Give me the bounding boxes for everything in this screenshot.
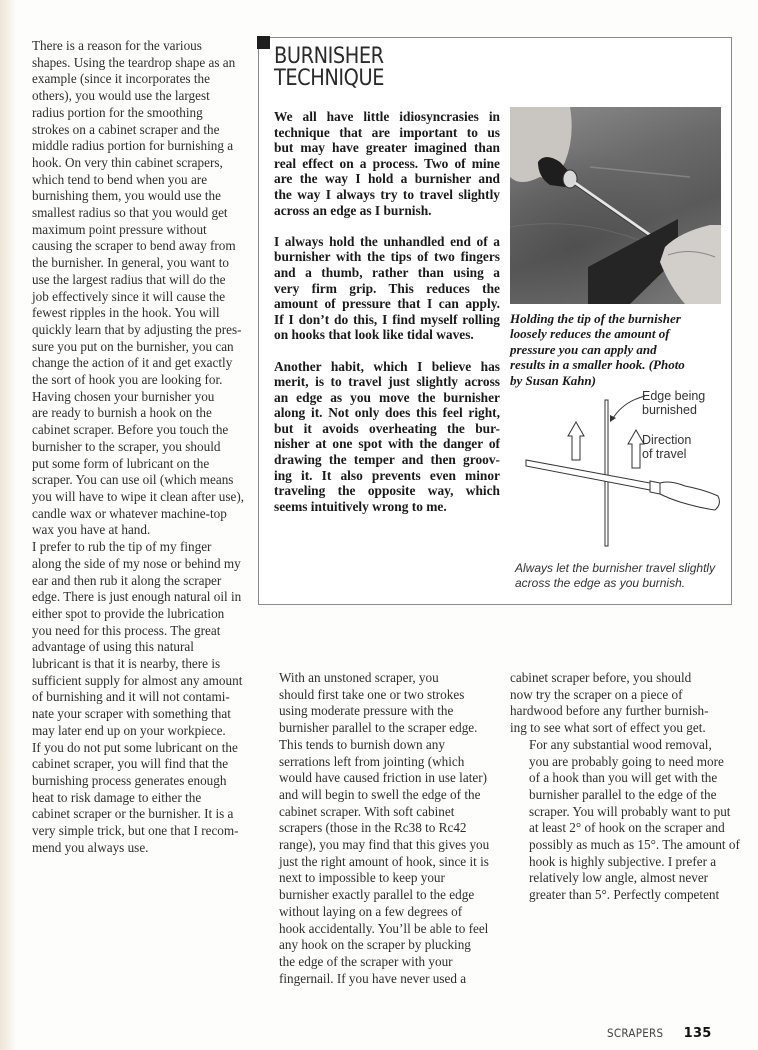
- text-line: ing it. It also prevents even minor: [274, 467, 500, 483]
- burnishing-diagram: [510, 388, 725, 563]
- text-line: nate your scraper with something that: [32, 706, 231, 722]
- burnisher-handle-drawing: [660, 482, 719, 510]
- text-line: hardwood before any further burnish-: [510, 703, 709, 719]
- label-line: of travel: [642, 446, 687, 461]
- page-footer: [607, 1026, 712, 1041]
- text-line: amount of pressure that I can apply.: [274, 296, 500, 312]
- text-line: across an edge as I burnish.: [274, 202, 432, 218]
- text-line: cabinet scraper or the burnisher. It is a: [32, 806, 234, 822]
- text-line: hook accidentally. You’ll be able to feel: [279, 920, 489, 936]
- text-line: If I don’t do this, I find myself rolling: [274, 311, 500, 327]
- sidebar-text: [274, 109, 500, 530]
- text-line: either spot to provide the lubrication: [32, 605, 225, 621]
- text-line: use the largest radius that will do the: [32, 271, 226, 287]
- text-line: drawing the temper and then groov-: [274, 452, 500, 468]
- text-line: scraper. You can use oil (which means: [32, 472, 234, 488]
- text-line: middle radius portion for burnishing a: [32, 138, 234, 154]
- text-line: Another habit, which I believe has: [274, 358, 500, 374]
- running-section-title: SCRAPERS: [607, 1026, 664, 1040]
- text-line: now try the scraper on a piece of: [510, 686, 683, 702]
- label-line: Direction: [642, 433, 692, 447]
- sidebar-paragraph: [274, 109, 500, 218]
- diagram-caption: [515, 561, 730, 590]
- text-line: wax you have at hand.: [32, 522, 151, 538]
- text-line: of burnishing and it will not contami-: [32, 689, 230, 705]
- text-line: without laying on a few degrees of: [279, 903, 463, 919]
- text-line: This tends to burnish down any: [279, 736, 445, 752]
- text-line: example (since it incorporates the: [32, 71, 210, 87]
- text-line: heat to risk damage to either the: [32, 789, 202, 805]
- text-line: greater than 5°. Perfectly competent: [529, 887, 720, 903]
- text-line: traveling the opposite way, which: [274, 483, 500, 499]
- text-line: and a thumb, rather than using a: [274, 264, 500, 280]
- text-line: burnishing process generates enough: [32, 772, 227, 788]
- text-line: advantage of using this natural: [32, 639, 194, 655]
- caption-line: loosely reduces the amount of: [510, 326, 670, 342]
- text-line: cabinet scraper before, you should: [510, 670, 692, 685]
- sidebar-title-line: TECHNIQUE: [274, 66, 385, 91]
- text-line: and will begin to swell the edge of the: [279, 786, 481, 802]
- text-line: cabinet scraper. With soft cabinet: [279, 803, 455, 819]
- text-line: the burnisher. In general, you want to: [32, 255, 230, 271]
- paragraph: [510, 670, 748, 737]
- label-line: Edge being: [642, 389, 706, 403]
- text-line: merit, is to travel just slightly across: [274, 374, 500, 390]
- body-column-1: [13, 38, 243, 856]
- text-line: cabinet scraper. Before you touch the: [32, 422, 229, 438]
- text-line: burnishing them, you would use the: [32, 188, 222, 204]
- text-line: possibly as much as 15°. The amount of: [529, 837, 740, 853]
- text-line: For any substantial wood removal,: [529, 736, 712, 752]
- direction-of-travel-label: [642, 434, 691, 461]
- text-line: others), you would use the largest: [32, 88, 210, 104]
- text-line: With an unstoned scraper, you: [279, 670, 439, 685]
- text-line: job effectively since it will cause the: [32, 288, 226, 304]
- body-column-3: [510, 670, 748, 904]
- text-line: serrations left from jointing (which: [279, 753, 465, 769]
- text-line: just the right amount of hook, since it is: [279, 853, 489, 869]
- text-line: along the side of my nose or behind my: [32, 555, 241, 571]
- caption-line: pressure you can apply and: [510, 341, 657, 357]
- text-line: put some form of lubricant on the: [32, 455, 210, 471]
- text-line: I always hold the unhandled end of a: [274, 233, 500, 249]
- text-line: sufficient supply for almost any amount: [32, 672, 243, 688]
- text-line: fewest ripples in the hook. You will: [32, 305, 220, 321]
- sidebar-paragraph: [274, 359, 500, 515]
- text-line: shapes. Using the teardrop shape as an: [32, 54, 236, 70]
- sidebar-paragraph: [274, 234, 500, 343]
- text-line: sure you put on the burnisher, you can: [32, 338, 234, 354]
- sidebar-title-line: BURNISHER: [274, 44, 384, 69]
- text-line: smallest radius so that you would get: [32, 205, 228, 221]
- text-line: an edge as you move the burnisher: [274, 389, 500, 405]
- text-line: any hook on the scraper by plucking: [279, 937, 471, 953]
- paragraph: [260, 670, 492, 987]
- text-line: hook. On very thin cabinet scrapers,: [32, 154, 223, 170]
- paragraph: [13, 38, 243, 389]
- label-line: burnished: [642, 402, 697, 417]
- sidebar-marker-square: [257, 36, 270, 49]
- text-line: causing the scraper to bend away from: [32, 238, 236, 254]
- page-number: 135: [683, 1026, 712, 1041]
- text-line: on hooks that look like tidal waves.: [274, 327, 474, 343]
- sidebar-box: [258, 37, 732, 605]
- paragraph: [510, 737, 748, 904]
- paragraph: [13, 389, 243, 539]
- text-line: nisher at one spot with the danger of: [274, 436, 500, 452]
- burnisher-photo: [510, 107, 721, 304]
- text-line: Having chosen your burnisher you: [32, 388, 215, 404]
- text-line: scrapers (those in the Rc38 to Rc42: [279, 820, 467, 836]
- text-line: which tend to bend when you are: [32, 171, 208, 187]
- text-line: burnisher exactly parallel to the edge: [279, 887, 475, 903]
- text-line: should first take one or two strokes: [279, 686, 465, 702]
- caption-line: Always let the burnisher travel slightly: [515, 561, 716, 575]
- photo-caption: [510, 311, 725, 388]
- text-line: strokes on a cabinet scraper and the: [32, 121, 220, 137]
- text-line: the edge of the scraper with your: [279, 953, 453, 969]
- edge-being-burnished-label: [642, 390, 705, 417]
- text-line: burnisher with the tips of two fingers: [274, 249, 500, 265]
- caption-line: across the edge as you burnish.: [515, 575, 686, 590]
- text-line: would have caused friction in use later): [279, 770, 487, 786]
- text-line: burnisher parallel to the scraper edge.: [279, 720, 478, 736]
- text-line: but it avoids overheating the bur-: [274, 420, 500, 436]
- text-line: seems intuitively wrong to me.: [274, 498, 447, 514]
- text-line: real effect on a process. Two of mine: [274, 155, 500, 171]
- text-line: you will have to wipe it clean after use),: [32, 488, 245, 504]
- text-line: may later end up on your workpiece.: [32, 722, 226, 738]
- text-line: hook is highly subjective. I prefer a: [529, 853, 717, 869]
- text-line: are the way I hold a burnisher and: [274, 171, 500, 187]
- text-line: the way I always try to travel slightly: [274, 186, 500, 202]
- text-line: ing to see what sort of effect you get.: [510, 720, 706, 736]
- caption-line: by Susan Kahn): [510, 372, 596, 388]
- text-line: very firm grip. This reduces the: [274, 280, 500, 296]
- burnisher-rod-drawing: [526, 460, 650, 490]
- text-line: edge. There is just enough natural oil in: [32, 589, 242, 605]
- caption-line: results in a smaller hook. (Photo: [510, 357, 685, 373]
- text-line: maximum point pressure without: [32, 221, 207, 237]
- direction-arrow-icon: [568, 422, 584, 460]
- text-line: very simple trick, but one that I recom-: [32, 823, 239, 839]
- text-line: using moderate pressure with the: [279, 703, 454, 719]
- text-line: change the action of it and get exactly: [32, 355, 233, 371]
- text-line: are ready to burnish a hook on the: [32, 405, 212, 421]
- paragraph: [13, 539, 243, 856]
- text-line: technique that are important to us: [274, 124, 500, 140]
- text-line: the sort of hook you are looking for.: [32, 372, 223, 388]
- text-line: next to impossible to keep your: [279, 870, 445, 886]
- text-line: burnisher parallel to the edge of the: [529, 786, 717, 802]
- text-line: you need for this process. The great: [32, 622, 221, 638]
- text-line: along it. Not only does this feel right,: [274, 405, 500, 421]
- text-line: candle wax or whatever machine-top: [32, 505, 227, 521]
- body-column-2: [260, 670, 492, 987]
- text-line: you are probably going to need more: [529, 753, 724, 769]
- text-line: burnisher to the scraper, you should: [32, 438, 221, 454]
- text-line: If you do not put some lubricant on the: [32, 739, 238, 755]
- caption-line: Holding the tip of the burnisher: [510, 311, 681, 326]
- text-line: range), you may find that this gives you: [279, 837, 490, 853]
- text-line: We all have little idiosyncrasies in: [274, 109, 500, 124]
- scraper-edge-line: [605, 400, 608, 546]
- text-line: at least 2° of hook on the scraper and: [529, 820, 725, 836]
- text-line: quickly learn that by adjusting the pres-: [32, 321, 242, 337]
- sidebar-title: [274, 46, 384, 90]
- text-line: cabinet scraper, you will find that the: [32, 756, 229, 772]
- text-line: of a hook than you will get with the: [529, 770, 718, 786]
- text-line: mend you always use.: [32, 839, 149, 855]
- edge-pointer-arrow: [612, 396, 645, 420]
- text-line: relatively low angle, almost never: [529, 870, 709, 886]
- text-line: fingernail. If you have never used a: [279, 970, 467, 986]
- text-line: I prefer to rub the tip of my finger: [32, 539, 212, 555]
- text-line: There is a reason for the various: [32, 38, 202, 53]
- text-line: radius portion for the smoothing: [32, 104, 203, 120]
- text-line: lubricant is that it is nearby, there is: [32, 656, 221, 672]
- photo-illustration: [510, 107, 721, 304]
- text-line: scraper. You will probably want to put: [529, 803, 731, 819]
- text-line: but may have greater imagined than: [274, 140, 500, 156]
- text-line: ear and then rub it along the scraper: [32, 572, 222, 588]
